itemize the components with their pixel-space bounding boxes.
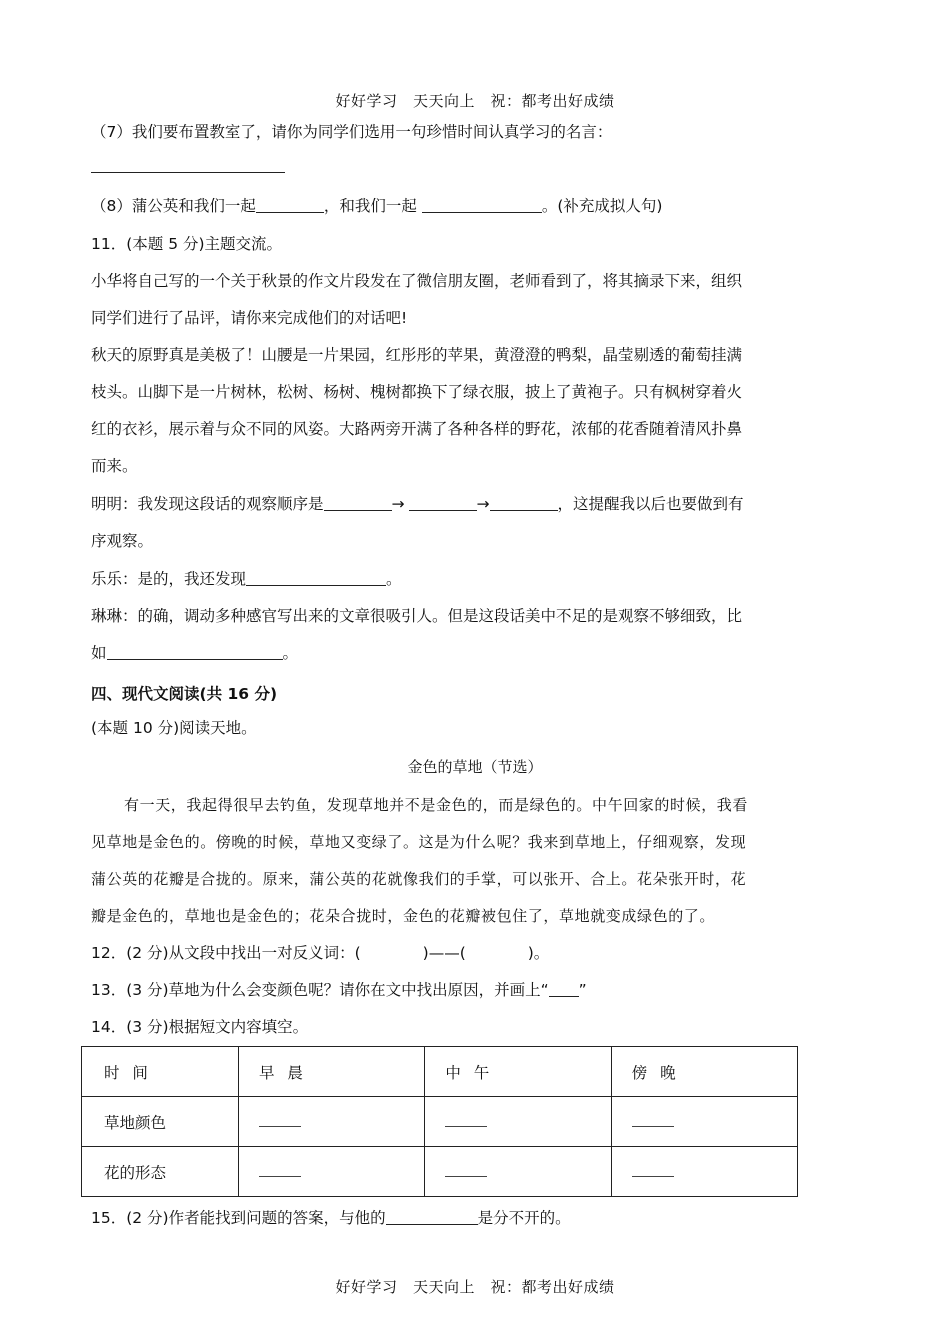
q8-part3: 。(补充成拟人句) <box>541 197 663 215</box>
passage-title: 金色的草地（节选） <box>407 758 543 776</box>
q11-passage-line-3: 红的衣衫，展示着与众不同的风姿。大路两旁开满了各种各样的野花，浓郁的花香随着清风扑鼻 <box>91 420 743 438</box>
q8-part1: （8）蒲公英和我们一起 <box>91 197 256 215</box>
mingming-line <box>91 492 744 514</box>
q11-intro-line-2: 同学们进行了品评，请你来完成他们的对话吧! <box>91 309 408 327</box>
linlin-blank[interactable] <box>107 645 283 660</box>
page-footer: 好好学习 天天向上 祝：都考出好成绩 <box>335 1278 615 1296</box>
answer-blank[interactable] <box>632 1114 674 1127</box>
q11-passage-line-4: 而来。 <box>91 457 138 475</box>
lele-text-2: 。 <box>386 570 402 588</box>
linlin-line-2 <box>91 641 298 663</box>
answer-blank[interactable] <box>445 1114 487 1127</box>
header-time: 时 间 <box>82 1047 239 1097</box>
answer-blank[interactable] <box>259 1164 301 1177</box>
q15-blank[interactable] <box>386 1210 478 1225</box>
header-noon: 中 午 <box>425 1047 611 1097</box>
q7-text: （7）我们要布置教室了，请你为同学们选用一句珍惜时间认真学习的名言： <box>91 123 613 141</box>
cell-flower-evening[interactable] <box>611 1147 797 1197</box>
q8-line <box>91 194 662 216</box>
section-4-heading: 四、现代文阅读(共 16 分) <box>91 685 278 703</box>
answer-blank[interactable] <box>632 1164 674 1177</box>
q12-text: 12．(2 分)从文段中找出一对反义词：( )——( )。 <box>91 944 550 962</box>
mingming-text-1: 明明：我发现这段话的观察顺序是 <box>91 495 324 513</box>
q13-text-1: 13．(3 分)草地为什么会变颜色呢？请你在文中找出原因，并画上“ <box>91 981 549 999</box>
row-label-flower-shape: 花的形态 <box>82 1147 239 1197</box>
page-header: 好好学习 天天向上 祝：都考出好成绩 <box>335 92 615 110</box>
q13-text-2: ” <box>578 981 587 999</box>
linlin-line-1: 琳琳：的确，调动多种感官写出来的文章很吸引人。但是这段话美中不足的是观察不够细致，比 <box>91 607 743 625</box>
passage-line-2: 见草地是金色的。傍晚的时候，草地又变绿了。这是为什么呢？我来到草地上，仔细观察，发现 <box>91 833 747 851</box>
linlin-text-a: 如 <box>91 644 107 662</box>
section-4-subheading: (本题 10 分)阅读天地。 <box>91 719 257 737</box>
mingming-text-2: ，这提醒我以后也要做到有 <box>557 495 744 513</box>
q13-line <box>91 978 587 1000</box>
lele-line <box>91 567 402 589</box>
q11-passage-line-2: 枝头。山脚下是一片树林，松树、杨树、槐树都换下了绿衣服，披上了黄袍子。只有枫树穿着火 <box>91 383 743 401</box>
mingming-line-2: 序观察。 <box>91 532 154 550</box>
linlin-text-b: 。 <box>282 644 299 662</box>
q8-blank-2[interactable] <box>422 198 542 213</box>
table-row <box>82 1147 798 1197</box>
passage-line-1: 有一天，我起得很早去钓鱼，发现草地并不是金色的，而是绿色的。中午回家的时候，我看 <box>124 796 749 814</box>
q13-underline-sample <box>549 982 579 997</box>
answer-blank[interactable] <box>445 1164 487 1177</box>
cell-grass-morning[interactable] <box>239 1097 425 1147</box>
q14-text: 14．(3 分)根据短文内容填空。 <box>91 1018 309 1036</box>
passage-line-3: 蒲公英的花瓣是合拢的。原来，蒲公英的花就像我们的手掌，可以张开、合上。花朵张开时，花 <box>91 870 747 888</box>
q7-answer-blank[interactable] <box>91 172 285 173</box>
q11-heading: 11．(本题 5 分)主题交流。 <box>91 235 283 253</box>
cell-flower-morning[interactable] <box>239 1147 425 1197</box>
order-blank-3[interactable] <box>490 496 558 511</box>
q15-text-2: 是分不开的。 <box>477 1209 571 1227</box>
cell-flower-noon[interactable] <box>425 1147 611 1197</box>
q11-passage-line-1: 秋天的原野真是美极了！山腰是一片果园，红彤彤的苹果，黄澄澄的鸭梨，晶莹剔透的葡萄挂满 <box>91 346 743 364</box>
passage-line-4: 瓣是金色的，草地也是金色的；花朵合拢时，金色的花瓣被包住了，草地就变成绿色的了。 <box>91 907 716 925</box>
cell-grass-evening[interactable] <box>611 1097 797 1147</box>
header-morning: 早 晨 <box>239 1047 425 1097</box>
header-evening: 傍 晚 <box>611 1047 797 1097</box>
arrow-2: → <box>476 495 490 513</box>
cell-grass-noon[interactable] <box>425 1097 611 1147</box>
lele-blank[interactable] <box>246 571 386 586</box>
order-blank-1[interactable] <box>324 496 392 511</box>
q8-blank-1[interactable] <box>256 198 324 213</box>
lele-text-1: 乐乐：是的，我还发现 <box>91 570 247 588</box>
table-header-row <box>82 1047 798 1097</box>
q8-part2: ，和我们一起 <box>323 197 422 215</box>
answer-blank[interactable] <box>259 1114 301 1127</box>
q15-line <box>91 1206 571 1228</box>
q14-fill-table <box>81 1046 798 1197</box>
table-row <box>82 1097 798 1147</box>
arrow-1: → <box>391 495 405 513</box>
q15-text-1: 15．(2 分)作者能找到问题的答案，与他的 <box>91 1209 386 1227</box>
q11-intro-line-1: 小华将自己写的一个关于秋景的作文片段发在了微信朋友圈，老师看到了，将其摘录下来，组织 <box>91 272 743 290</box>
order-blank-2[interactable] <box>409 496 477 511</box>
row-label-grass-color: 草地颜色 <box>82 1097 239 1147</box>
